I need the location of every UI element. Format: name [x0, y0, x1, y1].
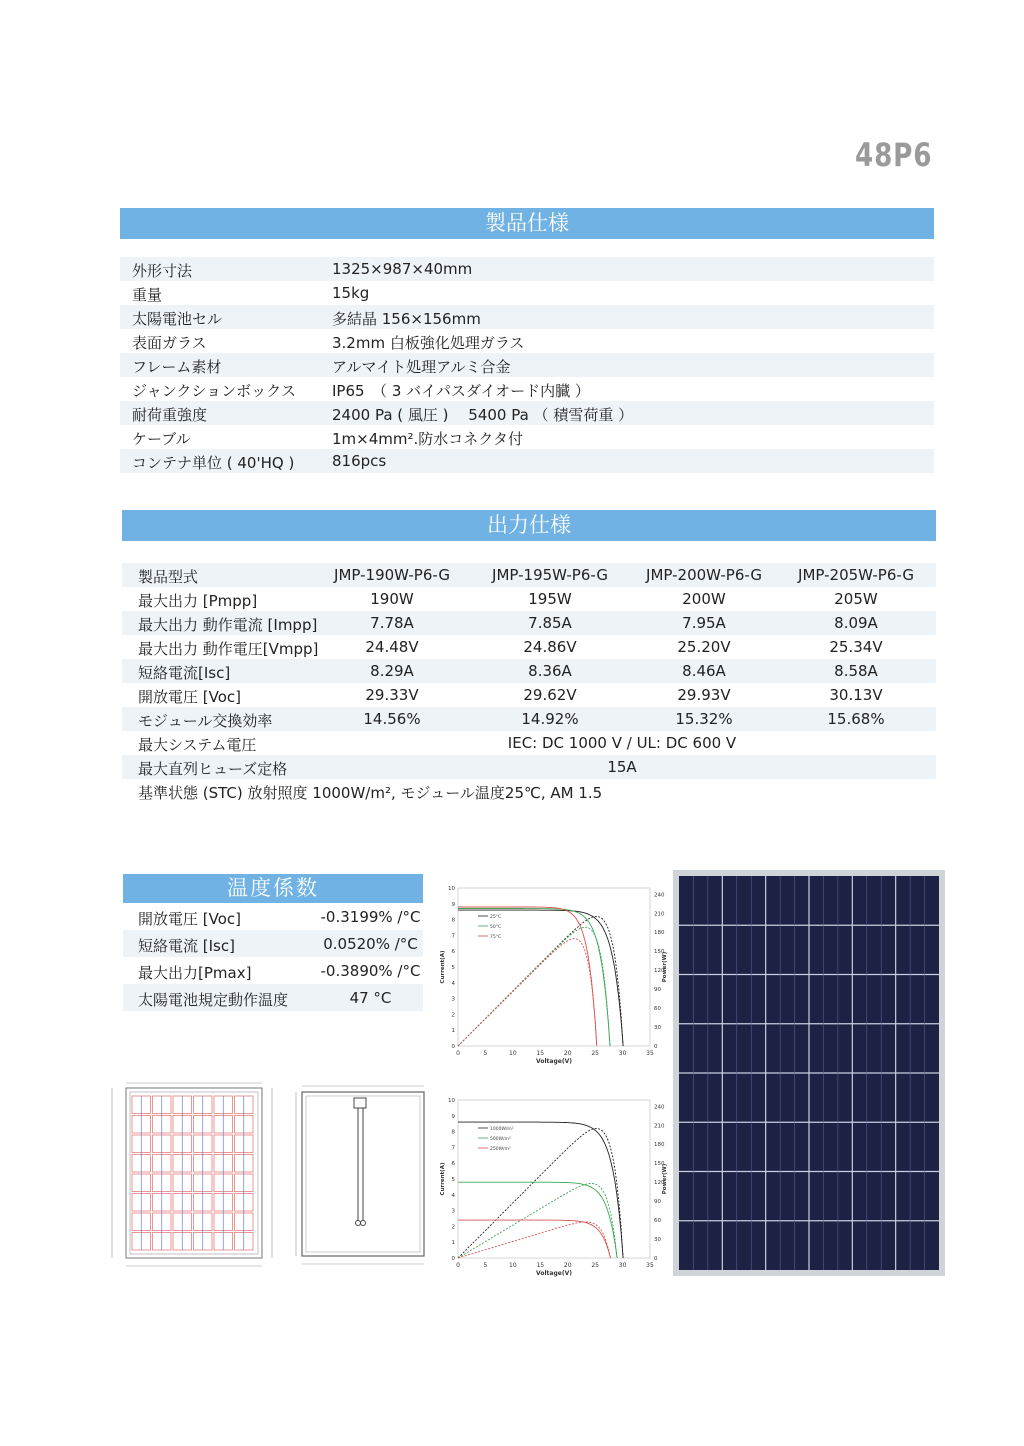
y-tick-label: 6: [451, 949, 455, 956]
module-front-drawing: [108, 1080, 280, 1270]
stc-note-row: [122, 779, 936, 805]
output-cell: 15.32%: [675, 710, 733, 728]
spec-label: ジャンクションボックス: [132, 382, 296, 400]
module-photo: [673, 870, 945, 1276]
model-name: JMP-190W-P6-G: [334, 566, 450, 584]
iv-curve-3: [458, 1220, 611, 1258]
output-cell: 29.93V: [677, 686, 731, 704]
spec-row: [120, 329, 934, 353]
y2-tick-label: 210: [654, 1123, 665, 1130]
output-cell: 8.09A: [834, 614, 878, 632]
temperature-value: 0.0520% /°C: [323, 935, 418, 953]
spec-row: [120, 449, 934, 473]
y-tick-label: 1: [451, 1028, 455, 1035]
output-cell: 29.33V: [365, 686, 419, 704]
system-voltage-value: IEC: DC 1000 V / UL: DC 600 V: [507, 734, 737, 752]
pv-curve-3: [458, 939, 597, 1046]
output-cell: 30.13V: [829, 686, 883, 704]
output-cell: 8.58A: [834, 662, 878, 680]
y2-axis-label: Power(W): [662, 1163, 668, 1195]
y-tick-label: 8: [451, 1129, 455, 1136]
output-label: モジュール交換効率: [138, 712, 273, 730]
temperature-label: 開放電圧 [Voc]: [138, 910, 241, 928]
junction-box: [354, 1098, 366, 1108]
spec-value: アルマイト処理アルミ合金: [332, 358, 511, 376]
temperature-label: 最大出力[Pmax]: [138, 964, 252, 982]
y-tick-label: 6: [451, 1161, 455, 1168]
y2-tick-label: 90: [654, 1199, 661, 1206]
spec-label: 耐荷重強度: [132, 406, 208, 424]
y-tick-label: 3: [451, 1208, 455, 1215]
temperature-label: 太陽電池規定動作温度: [138, 991, 289, 1009]
y-tick-label: 4: [451, 980, 455, 987]
x-tick-label: 35: [646, 1050, 654, 1057]
x-tick-label: 5: [483, 1262, 488, 1269]
output-row: [122, 611, 936, 635]
output-cell: 190W: [370, 590, 414, 608]
x-tick-label: 0: [456, 1262, 460, 1269]
output-cell: 7.78A: [370, 614, 414, 632]
model-name: JMP-205W-P6-G: [798, 566, 914, 584]
y-tick-label: 4: [451, 1192, 455, 1199]
spec-value: 15kg: [332, 284, 370, 302]
output-label: 最大出力 [Pmpp]: [138, 592, 258, 610]
temperature-row: [123, 957, 423, 984]
spec-row: [120, 353, 934, 377]
x-tick-label: 20: [563, 1262, 572, 1269]
iv-chart-temperature: [436, 872, 668, 1068]
output-cell: 7.95A: [682, 614, 726, 632]
output-row: [122, 659, 936, 683]
x-tick-label: 15: [536, 1050, 545, 1057]
output-cell: 14.92%: [521, 710, 579, 728]
iv-chart-irradiance: [436, 1084, 668, 1280]
pv-curve-2: [458, 927, 610, 1046]
system-voltage-label: 最大システム電圧: [138, 736, 257, 754]
connector: [356, 1221, 361, 1226]
output-cell: 205W: [834, 590, 878, 608]
y-tick-label: 2: [451, 1224, 455, 1231]
output-label: 最大出力 動作電流 [Impp]: [138, 616, 318, 634]
y2-tick-label: 180: [654, 1142, 665, 1149]
iv-curve-1: [458, 910, 623, 1046]
temperature-row: [123, 984, 423, 1011]
spec-row: [120, 281, 934, 305]
spec-label: 太陽電池セル: [132, 310, 223, 328]
y2-tick-label: 240: [654, 1104, 665, 1111]
output-cell: 8.29A: [370, 662, 414, 680]
x-tick-label: 20: [563, 1050, 572, 1057]
temperature-title: 温度係数: [123, 874, 423, 903]
output-cell: 14.56%: [363, 710, 421, 728]
spec-label: 重量: [132, 286, 163, 304]
spec-label: ケーブル: [132, 430, 191, 448]
output-label: 短絡電流[Isc]: [138, 664, 231, 682]
x-tick-label: 5: [483, 1050, 488, 1057]
output-row: [122, 707, 936, 731]
y2-tick-label: 30: [654, 1237, 661, 1244]
model-code: 48P6: [855, 136, 933, 174]
x-tick-label: 30: [618, 1050, 627, 1057]
y-tick-label: 1: [451, 1240, 455, 1247]
y2-tick-label: 210: [654, 911, 665, 918]
output-header-row: [122, 563, 936, 587]
spec-label: フレーム素材: [132, 358, 222, 376]
spec-row: [120, 257, 934, 281]
spec-value: 3.2mm 白板強化処理ガラス: [332, 334, 525, 352]
x-tick-label: 10: [509, 1050, 517, 1057]
output-label: 最大出力 動作電圧[Vmpp]: [138, 640, 319, 658]
legend-label: 75°C: [490, 935, 502, 940]
pv-curve-2: [458, 1183, 617, 1258]
x-tick-label: 10: [509, 1262, 517, 1269]
y-tick-label: 3: [451, 996, 455, 1003]
module-inner-outline: [130, 1092, 258, 1254]
y2-tick-label: 240: [654, 892, 665, 899]
temperature-table: [123, 903, 423, 1011]
temperature-row: [123, 903, 423, 930]
legend-label: 250W/m²: [490, 1147, 511, 1152]
output-cell: 24.86V: [523, 638, 577, 656]
spec-value: 多結晶 156×156mm: [332, 310, 481, 328]
spec-row: [120, 377, 934, 401]
stc-note: 基準状態 (STC) 放射照度 1000W/m², モジュール温度25℃, AM 1.5: [138, 784, 603, 802]
y-tick-label: 2: [451, 1012, 455, 1019]
spec-value: 1325×987×40mm: [332, 260, 473, 278]
output-row: [122, 587, 936, 611]
y2-tick-label: 30: [654, 1025, 661, 1032]
iv-curve-2: [458, 909, 610, 1047]
iv-curve-temperature-svg: [436, 872, 668, 1068]
output-row: [122, 683, 936, 707]
output-row: [122, 635, 936, 659]
iv-curve-irradiance-svg: [436, 1084, 668, 1280]
legend-label: 1000W/m²: [490, 1127, 514, 1132]
x-tick-label: 0: [456, 1050, 460, 1057]
product-spec-title: 製品仕様: [120, 208, 934, 239]
module-back-drawing: [290, 1080, 436, 1270]
output-cell: 195W: [528, 590, 572, 608]
model-name: JMP-200W-P6-G: [646, 566, 762, 584]
spec-row: [120, 401, 934, 425]
y-tick-label: 0: [451, 1044, 455, 1050]
output-spec-table: [122, 563, 936, 805]
y-tick-label: 10: [448, 886, 455, 892]
x-tick-label: 15: [536, 1262, 545, 1269]
legend-label: 25°C: [490, 915, 502, 920]
fuse-rating-value: 15A: [607, 758, 637, 776]
y-tick-label: 10: [448, 1098, 455, 1104]
temperature-value: 47 °C: [349, 989, 392, 1007]
spec-label: 表面ガラス: [132, 334, 207, 352]
y2-tick-label: 0: [654, 1256, 658, 1262]
x-axis-label: Voltage(V): [536, 1270, 572, 1277]
output-cell: 29.62V: [523, 686, 577, 704]
legend-label: 50°C: [490, 925, 502, 930]
iv-curve-1: [458, 1122, 623, 1258]
spec-value: 816pcs: [332, 452, 387, 470]
output-cell: 7.85A: [528, 614, 572, 632]
system-voltage-row: [122, 731, 936, 755]
fuse-rating-label: 最大直列ヒューズ定格: [138, 760, 288, 778]
x-tick-label: 25: [591, 1050, 599, 1057]
x-axis-label: Voltage(V): [536, 1058, 572, 1065]
y-tick-label: 9: [451, 901, 455, 908]
output-spec-title: 出力仕様: [122, 510, 936, 541]
model-name: JMP-195W-P6-G: [492, 566, 608, 584]
output-cell: 8.46A: [682, 662, 726, 680]
y2-tick-label: 0: [654, 1044, 658, 1050]
temperature-value: -0.3890% /°C: [320, 962, 421, 980]
connector: [361, 1221, 366, 1226]
y-tick-label: 7: [451, 1145, 455, 1152]
output-label: 開放電圧 [Voc]: [138, 688, 241, 706]
spec-value: IP65 （ 3 バイパスダイオード内臓 ）: [332, 382, 590, 400]
spec-row: [120, 425, 934, 449]
temperature-value: -0.3199% /°C: [320, 908, 421, 926]
product-spec-table: [120, 257, 934, 473]
x-tick-label: 25: [591, 1262, 599, 1269]
output-header-label: 製品型式: [138, 568, 199, 586]
spec-label: 外形寸法: [132, 262, 193, 280]
output-cell: 8.36A: [528, 662, 572, 680]
y-axis-label: Current(A): [440, 1162, 446, 1196]
y2-tick-label: 150: [654, 1161, 665, 1168]
y2-tick-label: 120: [654, 968, 665, 975]
y2-tick-label: 150: [654, 949, 665, 956]
output-cell: 24.48V: [365, 638, 419, 656]
y-tick-label: 5: [451, 1177, 455, 1183]
y2-tick-label: 180: [654, 930, 665, 937]
temperature-row: [123, 930, 423, 957]
y-tick-label: 5: [451, 965, 455, 971]
x-tick-label: 35: [646, 1262, 654, 1269]
y-tick-label: 9: [451, 1113, 455, 1120]
pv-curve-3: [458, 1222, 611, 1258]
output-cell: 200W: [682, 590, 726, 608]
y-tick-label: 0: [451, 1256, 455, 1262]
spec-value: 1m×4mm².防水コネクタ付: [332, 430, 523, 448]
temperature-label: 短絡電流 [Isc]: [138, 937, 235, 955]
output-cell: 25.20V: [677, 638, 731, 656]
y2-tick-label: 90: [654, 987, 661, 994]
fuse-rating-row: [122, 755, 936, 779]
output-cell: 25.34V: [829, 638, 883, 656]
y-axis-label: Current(A): [440, 950, 446, 984]
spec-value: 2400 Pa ( 風圧 ) 5400 Pa （ 積雪荷重 ）: [332, 406, 634, 424]
y2-tick-label: 60: [654, 1006, 661, 1013]
y2-axis-label: Power(W): [662, 951, 668, 983]
x-tick-label: 30: [618, 1262, 627, 1269]
y-tick-label: 7: [451, 933, 455, 940]
y2-tick-label: 120: [654, 1180, 665, 1187]
legend-label: 500W/m²: [490, 1137, 511, 1142]
spec-label: コンテナ単位 ( 40'HQ ): [132, 454, 295, 472]
output-cell: 15.68%: [827, 710, 885, 728]
y-tick-label: 8: [451, 917, 455, 924]
spec-row: [120, 305, 934, 329]
cell-grid: [132, 1096, 253, 1250]
y2-tick-label: 60: [654, 1218, 661, 1225]
